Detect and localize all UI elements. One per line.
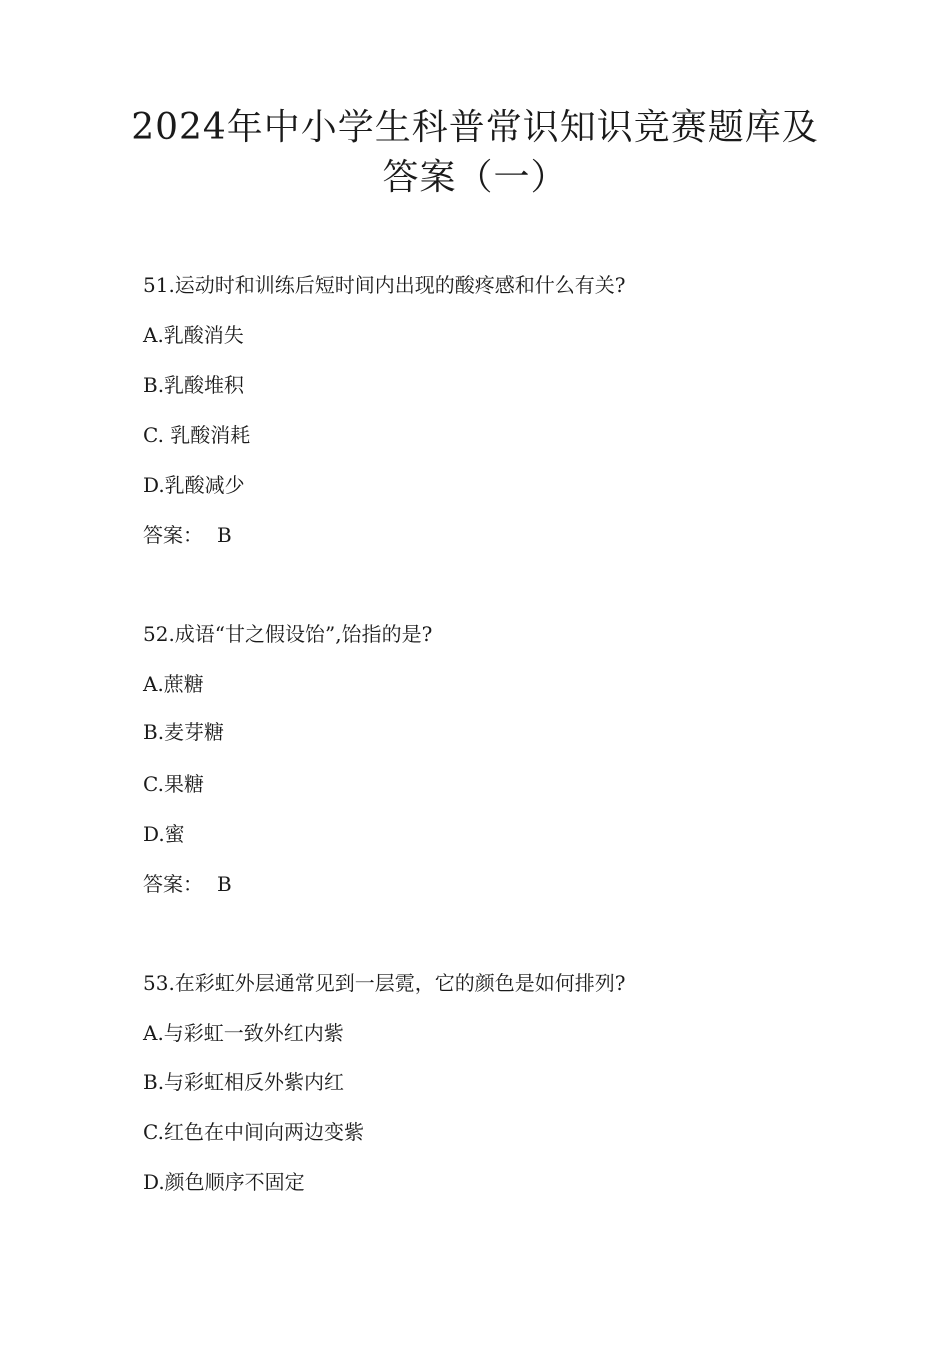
question-51-option-c: C. 乳酸消耗 (143, 423, 251, 447)
question-51-option-d: D.乳酸减少 (143, 473, 245, 497)
answer-value: B (217, 872, 232, 896)
document-title-line-1: 2024年中小学生科普常识知识竞赛题库及 (131, 107, 819, 148)
question-52-option-a: A.蔗糖 (143, 672, 204, 696)
question-52-option-c: C.果糖 (143, 772, 204, 796)
question-52-stem: 52.成语“甘之假设饴”,饴指的是? (143, 622, 433, 646)
question-53-option-d: D.颜色顺序不固定 (143, 1170, 305, 1194)
question-51-option-b: B.乳酸堆积 (143, 373, 245, 397)
question-53-option-b: B.与彩虹相反外紫内红 (143, 1070, 345, 1094)
question-51-stem: 51.运动时和训练后短时间内出现的酸疼感和什么有关? (143, 273, 626, 297)
question-51-answer (143, 521, 232, 549)
question-52-answer (143, 870, 232, 898)
answer-label: 答案： (143, 523, 203, 547)
document-title-line-2: 答案（一） (382, 157, 568, 198)
answer-value: B (217, 523, 232, 547)
question-53-option-a: A.与彩虹一致外红内紫 (143, 1021, 344, 1045)
question-53-option-c: C.红色在中间向两边变紫 (143, 1120, 364, 1144)
question-53-stem: 53.在彩虹外层通常见到一层霓，它的颜色是如何排列? (143, 971, 626, 995)
answer-label: 答案： (143, 872, 203, 896)
question-52-option-b: B.麦芽糖 (143, 720, 225, 744)
question-51-option-a: A.乳酸消失 (143, 323, 244, 347)
question-52-option-d: D.蜜 (143, 822, 185, 846)
